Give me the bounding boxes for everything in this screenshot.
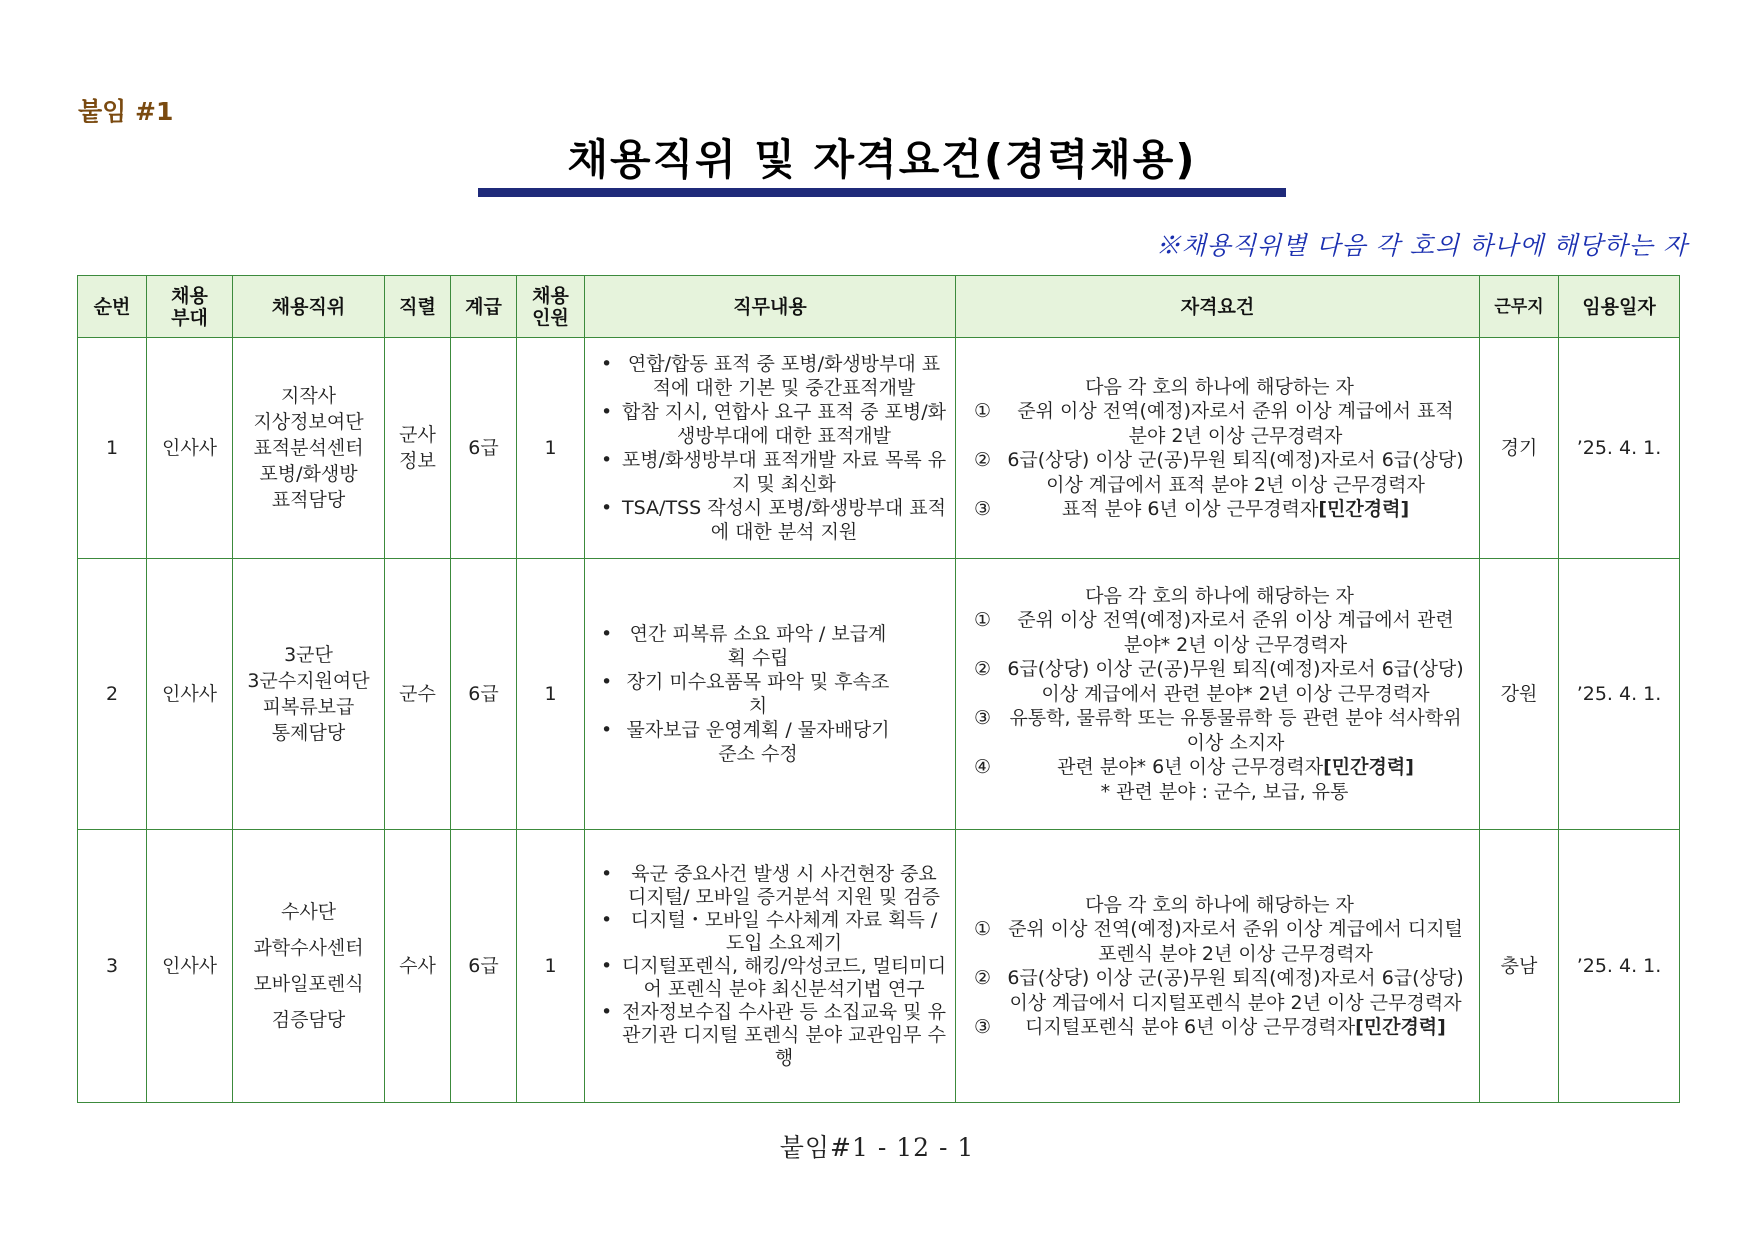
header-unit-line1: 채용 [171, 284, 208, 307]
cell-no: 3 [78, 830, 147, 1103]
header-grade: 계급 [451, 276, 517, 338]
cell-qualifications [956, 830, 1480, 1103]
series-line: 군사 [399, 424, 436, 446]
qualification-note: ※채용직위별 다음 각 호의 하나에 해당하는 자 [1155, 231, 1688, 260]
cell-unit: 인사사 [147, 338, 233, 559]
cell-date: ’25. 4. 1. [1559, 338, 1680, 559]
duty-item: • 포병/화생방부대 표적개발 자료 목록 유지 및 최신화 [599, 448, 947, 496]
qualification-intro: 다음 각 호의 하나에 해당하는 자 [1085, 893, 1354, 916]
cell-qualifications [956, 338, 1480, 559]
qualification-item [974, 399, 1465, 448]
qualification-number: ③ [974, 498, 992, 520]
qualification-box [956, 893, 1479, 1040]
position-line: 통제담당 [271, 722, 346, 744]
duty-list [585, 352, 955, 544]
civilian-career-tag: [민간경력] [1355, 1016, 1446, 1038]
cell-date: ’25. 4. 1. [1559, 830, 1680, 1103]
qualification-text: 준위 이상 전역(예정)자로서 준위 이상 계급에서 표적 분야 2년 이상 근무경력자 [1017, 400, 1454, 447]
qualification-number: ② [974, 967, 992, 989]
qualification-text: 디지털포렌식 분야 6년 이상 근무경력자 [1025, 1016, 1356, 1038]
qualification-number: ① [974, 918, 992, 940]
position-line: 지상정보여단 [253, 411, 364, 433]
qualification-item [974, 448, 1465, 497]
cell-no: 1 [78, 338, 147, 559]
duty-item: • 합참 지시, 연합사 요구 표적 중 포병/화생방부대에 대한 표적개발 [599, 400, 947, 448]
duty-item: • 장기 미수요품목 파악 및 후속조치 [599, 670, 895, 718]
duty-item: • TSA/TSS 작성시 포병/화생방부대 표적에 대한 분석 지원 [599, 496, 947, 544]
header-qualifications: 자격요건 [956, 276, 1480, 338]
qualification-number: ④ [974, 756, 992, 779]
table-row [78, 559, 1680, 830]
duty-item: • 전자정보수집 수사관 등 소집교육 및 유관기관 디지털 포렌식 분야 교관임무 수행 [599, 1001, 947, 1070]
header-count [517, 276, 585, 338]
civilian-career-tag: [민간경력] [1318, 498, 1410, 520]
cell-location: 강원 [1480, 559, 1559, 830]
cell-date: ’25. 4. 1. [1559, 559, 1680, 830]
position-line: 수사단 [280, 901, 337, 923]
qualification-text: 6급(상당) 이상 군(공)무원 퇴직(예정)자로서 6급(상당) 이상 계급에서 표적 분야 2년 이상 근무경력자 [1007, 449, 1464, 496]
cell-count: 1 [517, 559, 585, 830]
position-line: 포병/화생방 [259, 463, 358, 485]
qualification-item [974, 608, 1465, 657]
position-line: 지작사 [280, 385, 337, 407]
qualification-footnote: * 관련 분야 : 군수, 보급, 유통 [1100, 780, 1349, 803]
cell-count: 1 [517, 338, 585, 559]
header-position: 채용직위 [233, 276, 385, 338]
position-lines [233, 642, 384, 746]
qualification-number: ① [974, 400, 992, 422]
qualification-number: ③ [974, 707, 992, 730]
position-lines [233, 894, 384, 1038]
qualification-text: 준위 이상 전역(예정)자로서 준위 이상 계급에서 디지털포렌식 분야 2년 이상 근무경력자 [1008, 918, 1463, 965]
duty-item: • 연간 피복류 소요 파악 / 보급계획 수립 [599, 622, 895, 670]
qualification-text: 6급(상당) 이상 군(공)무원 퇴직(예정)자로서 6급(상당) 이상 계급에서 디지털포렌식 분야 2년 이상 근무경력자 [1007, 967, 1464, 1014]
position-line: 모바일포렌식 [253, 973, 364, 995]
position-line: 표적분석센터 [253, 437, 364, 459]
cell-series [385, 559, 451, 830]
duty-list [585, 622, 955, 766]
header-location: 근무지 [1480, 276, 1559, 338]
duty-item: • 육군 중요사건 발생 시 사건현장 중요 디지털/ 모바일 증거분석 지원 및 검증 [599, 863, 947, 909]
qualification-text: 준위 이상 전역(예정)자로서 준위 이상 계급에서 관련 분야* 2년 이상 근무경력자 [1017, 609, 1454, 656]
duty-list [585, 863, 955, 1070]
civilian-career-tag: [민간경력] [1323, 756, 1414, 779]
page-title-wrap [478, 132, 1286, 188]
cell-duties [585, 338, 956, 559]
qualification-text: 표적 분야 6년 이상 근무경력자 [1061, 498, 1319, 520]
cell-unit: 인사사 [147, 830, 233, 1103]
qualification-box [956, 584, 1479, 805]
qualification-box [956, 375, 1479, 522]
position-line: 피복류보급 [262, 696, 355, 718]
qualification-number: ② [974, 449, 992, 471]
duty-item: • 디지털포렌식, 해킹/악성코드, 멀티미디어 포렌식 분야 최신분석기법 연구 [599, 955, 947, 1001]
cell-series [385, 830, 451, 1103]
position-line: 3군단 [284, 644, 333, 666]
page-footer: 붙임#1 - 12 - 1 [779, 1133, 975, 1162]
qualification-intro: 다음 각 호의 하나에 해당하는 자 [1085, 584, 1354, 607]
cell-duties [585, 830, 956, 1103]
series-line: 정보 [399, 450, 436, 472]
title-underline [478, 188, 1286, 197]
qualification-item [974, 706, 1465, 755]
position-lines [233, 383, 384, 513]
cell-qualifications [956, 559, 1480, 830]
header-no: 순번 [78, 276, 147, 338]
qualification-item [974, 966, 1465, 1015]
cell-no: 2 [78, 559, 147, 830]
cell-location: 충남 [1480, 830, 1559, 1103]
cell-position [233, 338, 385, 559]
duty-item: • 물자보급 운영계획 / 물자배당기준소 수정 [599, 718, 895, 766]
qualification-number: ② [974, 658, 992, 681]
position-line: 과학수사센터 [253, 937, 364, 959]
position-line: 3군수지원여단 [247, 670, 370, 692]
cell-grade: 6급 [451, 338, 517, 559]
table-row [78, 338, 1680, 559]
qualification-intro: 다음 각 호의 하나에 해당하는 자 [1085, 375, 1354, 398]
cell-position [233, 559, 385, 830]
duty-item: • 연합/합동 표적 중 포병/화생방부대 표적에 대한 기본 및 중간표적개발 [599, 352, 947, 400]
header-count-line1: 채용 [532, 284, 569, 307]
qualification-item [974, 657, 1465, 706]
recruitment-table [77, 275, 1680, 1103]
cell-position [233, 830, 385, 1103]
cell-unit: 인사사 [147, 559, 233, 830]
series-line: 수사 [399, 955, 436, 977]
qualification-number: ③ [974, 1016, 992, 1038]
qualification-item [974, 497, 1465, 522]
attachment-label: 붙임 #1 [78, 97, 174, 126]
table-header-row [78, 276, 1680, 338]
qualification-number: ① [974, 609, 992, 632]
header-unit-line2: 부대 [171, 306, 208, 329]
series-line: 군수 [399, 683, 436, 705]
table-row [78, 830, 1680, 1103]
qualification-item [974, 1015, 1465, 1040]
cell-grade: 6급 [451, 830, 517, 1103]
qualification-item [974, 755, 1465, 780]
header-duties: 직무내용 [585, 276, 956, 338]
page-title: 채용직위 및 자격요건(경력채용) [567, 135, 1197, 184]
position-line: 검증담당 [271, 1009, 346, 1031]
duty-item: • 디지털・모바일 수사체계 자료 획득 / 도입 소요제기 [599, 909, 947, 955]
header-date: 임용일자 [1559, 276, 1680, 338]
cell-duties [585, 559, 956, 830]
header-unit [147, 276, 233, 338]
cell-count: 1 [517, 830, 585, 1103]
qualification-text: 유통학, 물류학 또는 유통물류학 등 관련 분야 석사학위 이상 소지자 [1009, 707, 1462, 754]
qualification-text: 6급(상당) 이상 군(공)무원 퇴직(예정)자로서 6급(상당) 이상 계급에서 관련 분야* 2년 이상 근무경력자 [1007, 658, 1464, 705]
qualification-item [974, 917, 1465, 966]
cell-location: 경기 [1480, 338, 1559, 559]
qualification-text: 관련 분야* 6년 이상 근무경력자 [1057, 756, 1324, 779]
cell-grade: 6급 [451, 559, 517, 830]
position-line: 표적담당 [271, 489, 346, 511]
cell-series [385, 338, 451, 559]
header-series: 직렬 [385, 276, 451, 338]
header-count-line2: 인원 [532, 306, 569, 329]
